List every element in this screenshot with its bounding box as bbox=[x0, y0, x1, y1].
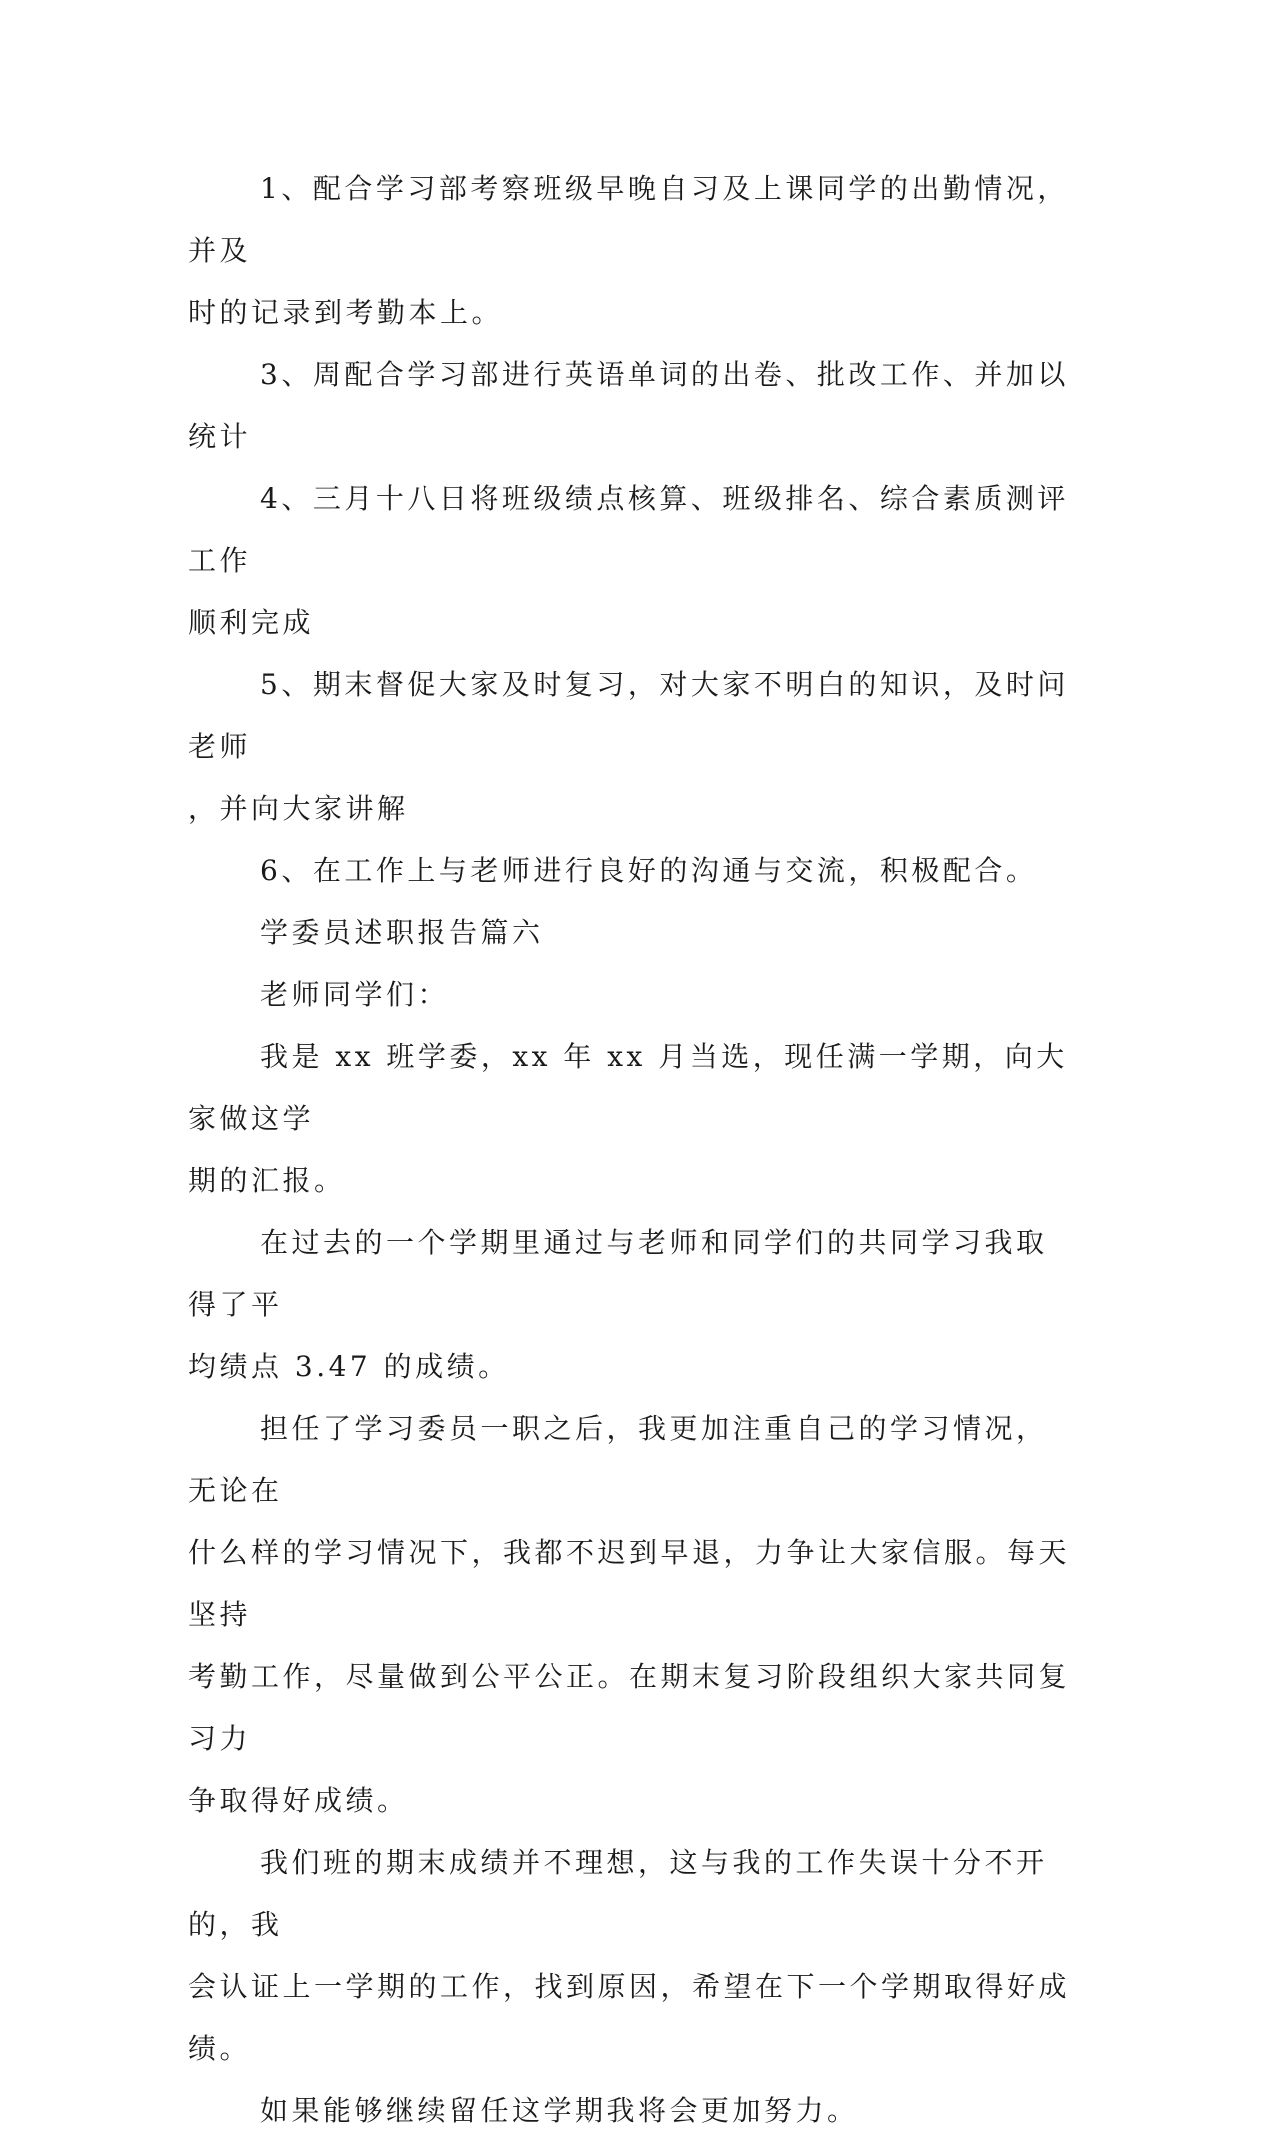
text-line-4: 4、三月十八日将班级绩点核算、班级排名、综合素质测评工作 bbox=[188, 482, 1069, 577]
text-line-19: 我们班的期末成绩并不理想，这与我的工作失误十分不开的，我 bbox=[188, 1846, 1048, 1941]
text-line-2: 时的记录到考勤本上。 bbox=[188, 296, 504, 329]
text-line-21: 如果能够继续留任这学期我将会更加努力。 bbox=[260, 2094, 859, 2127]
document-body bbox=[188, 158, 1075, 2142]
text-line-15: 担任了学习委员一职之后，我更加注重自己的学习情况，无论在 bbox=[188, 1412, 1048, 1507]
text-line-1: 1、配合学习部考察班级早晚自习及上课同学的出勤情况，并及 bbox=[188, 172, 1069, 267]
text-line-16: 什么样的学习情况下，我都不迟到早退，力争让大家信服。每天坚持 bbox=[188, 1536, 1071, 1631]
section-heading: 学委员述职报告篇六 bbox=[260, 916, 544, 949]
text-line-12: 期的汇报。 bbox=[188, 1164, 346, 1197]
text-line-17: 考勤工作，尽量做到公平公正。在期末复习阶段组织大家共同复习力 bbox=[188, 1660, 1071, 1755]
salutation: 老师同学们： bbox=[260, 978, 450, 1011]
text-line-13: 在过去的一个学期里通过与老师和同学们的共同学习我取得了平 bbox=[188, 1226, 1048, 1321]
text-line-8: 6、在工作上与老师进行良好的沟通与交流，积极配合。 bbox=[260, 854, 1038, 887]
text-line-14: 均绩点 3.47 的成绩。 bbox=[188, 1350, 510, 1383]
text-line-5: 顺利完成 bbox=[188, 606, 315, 639]
text-line-18: 争取得好成绩。 bbox=[188, 1784, 409, 1817]
text-line-11: 我是 xx 班学委，xx 年 xx 月当选，现任满一学期，向大家做这学 bbox=[188, 1040, 1068, 1135]
text-line-6: 5、期末督促大家及时复习，对大家不明白的知识，及时问老师 bbox=[188, 668, 1069, 763]
text-line-20: 会认证上一学期的工作，找到原因，希望在下一个学期取得好成绩。 bbox=[188, 1970, 1071, 2065]
text-line-3: 3、周配合学习部进行英语单词的出卷、批改工作、并加以统计 bbox=[188, 358, 1069, 453]
text-line-7: ，并向大家讲解 bbox=[188, 792, 409, 825]
